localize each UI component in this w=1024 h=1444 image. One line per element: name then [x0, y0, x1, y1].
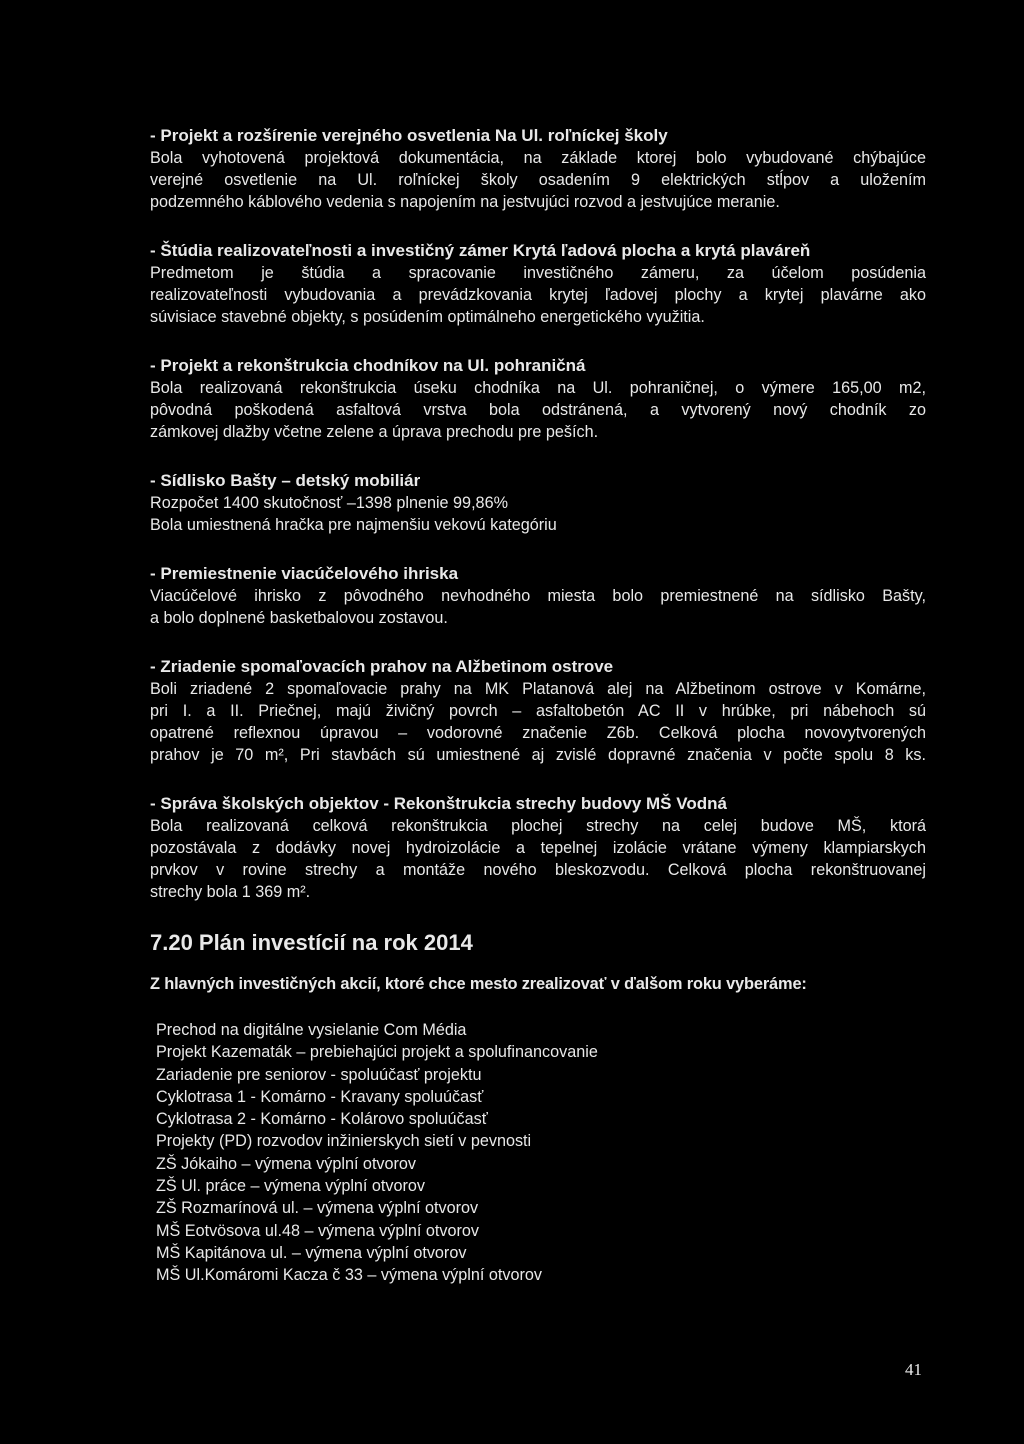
list-item: Projekty (PD) rozvodov inžinierskych sietí v pevnosti — [156, 1132, 532, 1151]
body-line: Bola realizovaná rekonštrukcia úseku chodníka na Ul. pohraničnej, o výmere 165,00 m2, — [150, 379, 926, 397]
list-item: Prechod na digitálne vysielanie Com Média — [156, 1021, 467, 1039]
list-item: Cyklotrasa 2 - Komárno - Kolárovo spoluúčasť — [156, 1110, 488, 1129]
body-line: Bola umiestnená hračka pre najmenšiu vekovú kategóriu — [150, 516, 557, 534]
section-projekt-osvetlenie — [150, 124, 926, 213]
body-line: pozostávala z dodávky novej hydroizolácie a tepelnej izolácie vrátane výmeny klampiarskych — [150, 839, 926, 857]
section-title: - Správa školských objektov - Rekonštrukcia strechy budovy MŠ Vodná — [150, 794, 727, 813]
body-line: Bola realizovaná celková rekonštrukcia plochej strechy na celej budove MŠ, ktorá — [150, 817, 926, 835]
body-line: prahov je 70 m², Pri stavbách sú umiestnené aj zvislé dopravné značenia v počte spolu 8 ks. — [150, 746, 926, 764]
body-line: pri I. a II. Priečnej, majú živičný povrch – asfaltobetón AC II v hrúbke, pri nábehoch sú — [150, 702, 926, 720]
section-title: - Zriadenie spomaľovacích prahov na Alžbetinom ostrove — [150, 657, 614, 676]
body-line: Predmetom je štúdia a spracovanie investičného zámeru, za účelom posúdenia — [150, 264, 926, 282]
body-line: realizovateľnosti vybudovania a prevádzkovania krytej ľadovej plochy a krytej plavárne ako — [150, 286, 926, 304]
body-line: Bola vyhotovená projektová dokumentácia, na základe ktorej bolo vybudované chýbajúce — [150, 149, 926, 167]
list-item: MŠ Eotvösova ul.48 – výmena výplní otvorov — [156, 1221, 480, 1240]
list-item: MŠ Ul.Komáromi Kacza č 33 – výmena výplní otvorov — [156, 1266, 542, 1285]
body-line: prvkov v rovine strechy a montáže nového bleskozvodu. Celková plocha rekonštruovanej — [150, 861, 926, 879]
section-studia-plavaren — [150, 239, 926, 328]
list-item: ZŠ Ul. práce – výmena výplní otvorov — [156, 1177, 425, 1196]
body-line: strechy bola 1 369 m². — [150, 883, 311, 901]
body-line: a bolo doplnené basketbalovou zostavou. — [150, 609, 448, 627]
list-item: ZŠ Rozmarínová ul. – výmena výplní otvorov — [156, 1199, 479, 1218]
body-line: Boli zriadené 2 spomaľovacie prahy na MK Platanová alej na Alžbetinom ostrove v Komárne, — [150, 680, 926, 698]
body-line: Rozpočet 1400 skutočnosť –1398 plnenie 99,86% — [150, 494, 508, 512]
section-sidlisko-basty — [150, 469, 926, 536]
section-title: - Premiestnenie viacúčelového ihriska — [150, 564, 459, 583]
body-line: Viacúčelové ihrisko z pôvodného nevhodného miesta bolo premiestnené na sídlisko Bašty, — [150, 587, 926, 605]
section-title: - Projekt a rekonštrukcia chodníkov na Ul. pohraničná — [150, 356, 586, 375]
body-line: pôvodná poškodená asfaltová vrstva bola odstránená, a vytvorený nový chodník zo — [150, 401, 926, 419]
body-line: súvisiace stavebné objekty, s posúdením optimálneho energetického využitia. — [150, 308, 705, 326]
section-title: - Sídlisko Bašty – detský mobiliár — [150, 471, 421, 490]
section-body — [150, 815, 926, 903]
section-spomalovacie-prahy — [150, 655, 926, 766]
section-body — [150, 492, 926, 536]
list-item: Zariadenie pre seniorov - spoluúčasť projektu — [156, 1065, 482, 1084]
section-title: - Projekt a rozšírenie verejného osvetlenia Na Ul. roľníckej školy — [150, 126, 668, 145]
body-line: verejné osvetlenie na Ul. roľníckej školy osadením 9 elektrických stĺpov a uložením — [150, 171, 926, 189]
list-item: MŠ Kapitánova ul. – výmena výplní otvorov — [156, 1243, 467, 1262]
section-body — [150, 262, 926, 328]
page-content — [150, 124, 926, 1287]
body-line: zámkovej dlažby včetne zelene a úprava prechodu pre peších. — [150, 423, 599, 441]
list-item: Projekt Kazematák – prebiehajúci projekt a spolufinancovanie — [156, 1043, 598, 1062]
section-chodniky — [150, 354, 926, 443]
section-body — [150, 147, 926, 213]
investment-plan-list — [150, 1019, 926, 1287]
section-strecha-ms-vodna — [150, 792, 926, 903]
section-title: - Štúdia realizovateľnosti a investičný zámer Krytá ľadová plocha a krytá plaváreň — [150, 241, 811, 260]
section-body — [150, 678, 926, 766]
body-line: opatrené reflexnou úpravou – vodorovné značenie Z6b. Celková plocha novovytvorených — [150, 724, 926, 742]
list-item: ZŠ Jókaiho – výmena výplní otvorov — [156, 1154, 417, 1173]
chapter-heading: 7.20 Plán investícií na rok 2014 — [150, 930, 473, 955]
section-body — [150, 585, 926, 629]
section-body — [150, 377, 926, 443]
plan-subheading: Z hlavných investičných akcií, ktoré chce mesto zrealizovať v ďalšom roku vyberáme: — [150, 975, 807, 993]
body-line: podzemného káblového vedenia s napojením na jestvujúci rozvod a jestvujúce meranie. — [150, 193, 780, 211]
page-number: 41 — [905, 1360, 922, 1379]
list-item: Cyklotrasa 1 - Komárno - Kravany spoluúčasť — [156, 1087, 484, 1106]
section-ihrisko — [150, 562, 926, 629]
